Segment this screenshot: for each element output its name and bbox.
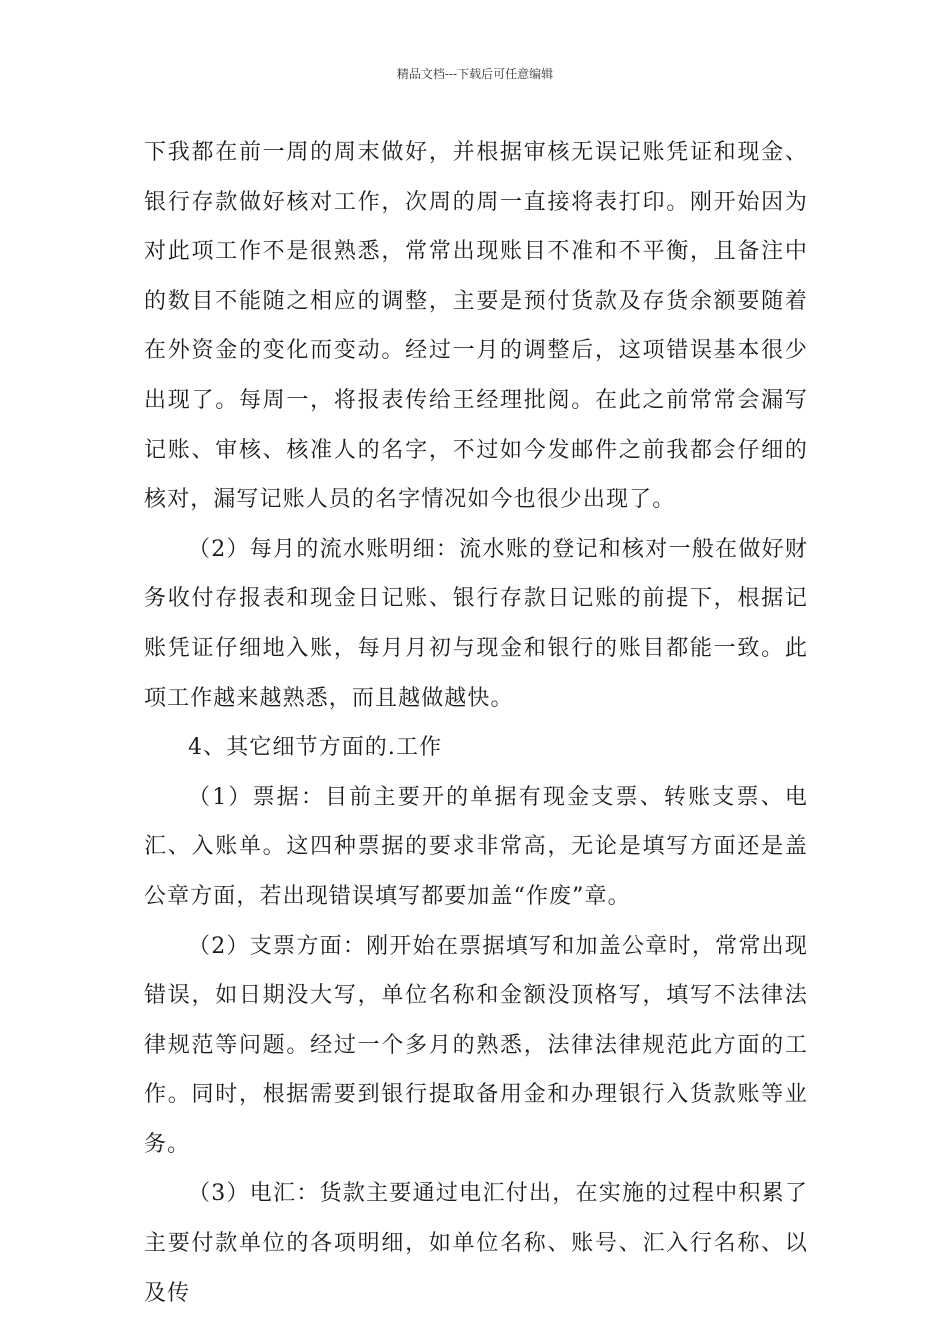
page-header: 精品文档---下载后可任意编辑	[396, 67, 554, 81]
paragraph-bills: （1）票据：目前主要开的单据有现金支票、转账支票、电汇、入账单。这四种票据的要求非常高，无论是填写方面还是盖公章方面，若出现错误填写都要加盖“作废”章。	[144, 784, 808, 909]
paragraph-cheques: （2）支票方面：刚开始在票据填写和加盖公章时，常常出现错误，如日期没大写，单位名称和金额没顶格写，填写不法律法律规范等问题。经过一个多月的熟悉，法律法律规范此方面的工作。同时，根据需要到银行提取备用金和办理银行入货款账等业务。	[144, 933, 808, 1157]
paragraph-wire-transfer: （3）电汇：货款主要通过电汇付出，在实施的过程中积累了主要付款单位的各项明细，如单位名称、账号、汇入行名称、以及传	[144, 1181, 808, 1306]
paragraph-continuation: 下我都在前一周的周末做好，并根据审核无误记账凭证和现金、银行存款做好核对工作，次周的周一直接将表打印。刚开始因为对此项工作不是很熟悉，常常出现账目不准和不平衡，且备注中的数目不能随之相应的调整，主要是预付货款及存货余额要随着在外资金的变化而变动。经过一月的调整后，这项错误基本很少出现了。每周一，将报表传给王经理批阅。在此之前常常会漏写记账、审核、核准人的名字，不过如今发邮件之前我都会仔细的核对，漏写记账人员的名字情况如今也很少出现了。	[144, 140, 808, 513]
paragraph-cash-journal: （2）每月的流水账明细：流水账的登记和核对一般在做好财务收付存报表和现金日记账、银行存款日记账的前提下，根据记账凭证仔细地入账，每月月初与现金和银行的账目都能一致。此项工作越来越熟悉，而且越做越快。	[144, 536, 808, 711]
document-body	[144, 128, 808, 1318]
section-heading-other-details: 4、其它细节方面的.工作	[188, 735, 443, 761]
